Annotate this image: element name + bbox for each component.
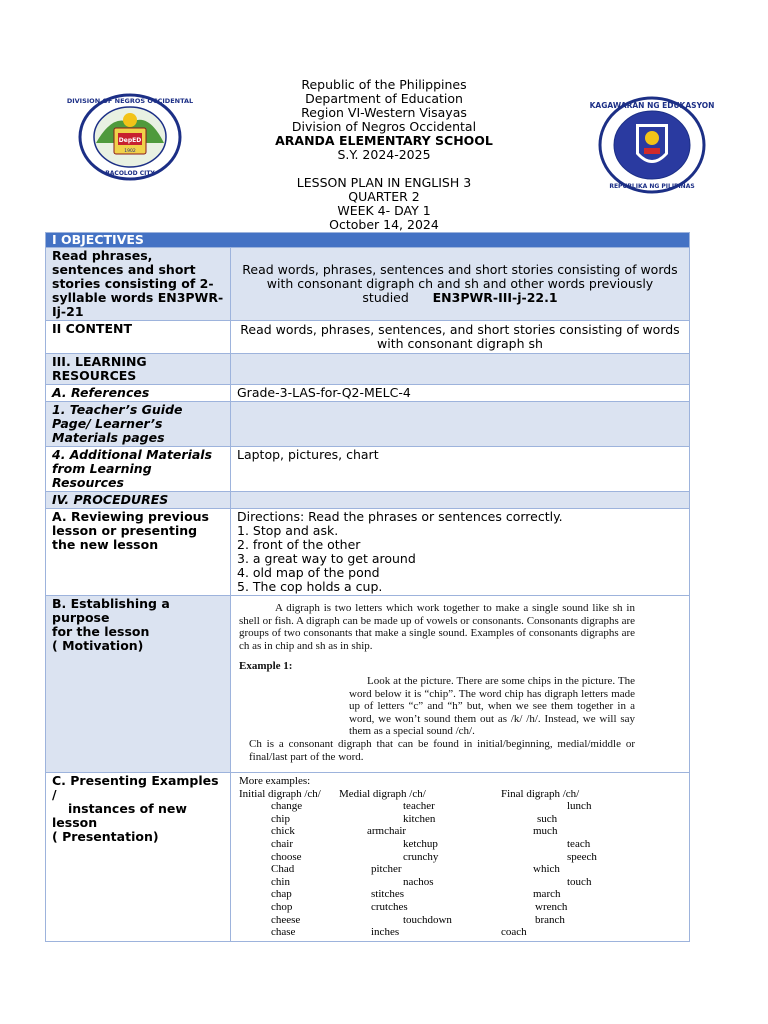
review-item: 2. front of the other xyxy=(237,537,361,552)
svg-text:1902: 1902 xyxy=(124,149,136,154)
initial-digraph-word: chair xyxy=(271,837,293,850)
final-digraph-word: which xyxy=(533,863,560,876)
header-line: Department of Education xyxy=(305,91,463,106)
quarter: QUARTER 2 xyxy=(348,189,420,204)
svg-text:KAGAWARAN NG EDUKASYON: KAGAWARAN NG EDUKASYON xyxy=(589,101,715,110)
final-digraph-word: much xyxy=(533,825,558,838)
school-name: ARANDA ELEMENTARY SCHOOL xyxy=(275,133,493,148)
header-line: Division of Negros Occidental xyxy=(291,119,477,134)
school-year: S.Y. 2024-2025 xyxy=(337,147,431,162)
final-digraph-word: branch xyxy=(535,913,565,926)
initial-digraph-word: chick xyxy=(271,825,295,838)
learning-resources-label: III. LEARNING RESOURCES xyxy=(46,354,231,385)
final-digraph-word: speech xyxy=(567,850,597,863)
initial-digraph-word: Chad xyxy=(271,863,295,876)
examples-row xyxy=(239,800,683,813)
examples-row xyxy=(239,901,683,914)
purpose-label-line: ( Motivation) xyxy=(52,638,144,653)
initial-digraph-word: chop xyxy=(271,900,293,913)
initial-digraph-word: chip xyxy=(271,812,290,825)
initial-digraph-word: chin xyxy=(271,875,290,888)
teachers-guide-row xyxy=(46,402,690,447)
medial-digraph-word: armchair xyxy=(367,825,407,838)
procedures-row xyxy=(46,492,690,509)
medial-digraph-word: pitcher xyxy=(371,863,402,876)
initial-header: Initial digraph /ch/ xyxy=(239,787,321,800)
examples-row xyxy=(239,914,683,927)
initial-digraph-word: cheese xyxy=(271,913,301,926)
purpose-label-line: for the lesson xyxy=(52,624,150,639)
medial-digraph-word: nachos xyxy=(403,875,434,888)
initial-digraph-word: change xyxy=(271,800,303,813)
digraph-paragraph: A digraph is two letters which work together to make a single sound like sh in shell or fish. A digraph can be made up of vowels or consonants. Consonants digraphs are groups of two consonants that make a single sound. Examples of consonants digraphs are ch as in chip and sh as in ship. xyxy=(239,602,635,652)
references-row xyxy=(46,385,690,402)
review-item: 1. Stop and ask. xyxy=(237,523,339,538)
medial-digraph-word: crutches xyxy=(371,900,408,913)
objectives-row xyxy=(46,248,690,321)
digraph-explanation xyxy=(231,596,690,773)
examples-cell xyxy=(231,773,690,942)
lesson-plan-title: LESSON PLAN IN ENGLISH 3 xyxy=(296,175,472,190)
additional-materials-label: 4. Additional Materials from Learning Resources xyxy=(46,447,231,492)
procedures-value xyxy=(231,492,690,509)
initial-digraph-word: chap xyxy=(271,888,292,901)
svg-text:REPUBLIKA NG PILIPINAS: REPUBLIKA NG PILIPINAS xyxy=(609,183,695,190)
medial-digraph-word: ketchup xyxy=(403,837,438,850)
examples-row xyxy=(239,876,683,889)
final-digraph-word: such xyxy=(537,812,558,825)
example-title: Example 1: xyxy=(239,660,293,673)
objectives-label: Read phrases, sentences and short stories consisting of 2-syllable words EN3PWR-Ij-21 xyxy=(46,248,231,321)
medial-digraph-word: kitchen xyxy=(403,812,436,825)
initial-digraph-word: chase xyxy=(271,926,296,939)
teachers-guide-label: 1. Teacher’s Guide Page/ Learner’s Materials pages xyxy=(46,402,231,447)
establishing-purpose-row xyxy=(46,596,690,773)
examples-row xyxy=(239,888,683,901)
digraph-examples-table xyxy=(239,775,683,939)
review-item: 5. The cop holds a cup. xyxy=(237,579,383,594)
presenting-label-line: C. Presenting Examples / xyxy=(52,773,219,802)
content-row xyxy=(46,321,690,354)
document-header xyxy=(0,78,768,232)
objectives-cell xyxy=(231,248,690,321)
initial-digraph-word: choose xyxy=(271,850,302,863)
objectives-code: EN3PWR-III-j-22.1 xyxy=(432,290,558,305)
reviewing-row xyxy=(46,509,690,596)
additional-materials-text: Laptop, pictures, chart xyxy=(231,447,690,492)
examples-row xyxy=(239,838,683,851)
medial-digraph-word: crunchy xyxy=(403,850,439,863)
final-digraph-word: march xyxy=(533,888,561,901)
medial-digraph-word: touchdown xyxy=(403,913,452,926)
learning-resources-row xyxy=(46,354,690,385)
reviewing-label: A. Reviewing previous lesson or presenting the new lesson xyxy=(46,509,231,596)
objectives-heading: I OBJECTIVES xyxy=(46,233,690,248)
examples-row xyxy=(239,926,683,939)
presenting-label-line: instances of new lesson xyxy=(52,801,187,830)
final-digraph-word: lunch xyxy=(567,800,592,813)
examples-title: More examples: xyxy=(239,775,311,787)
references-label: A. References xyxy=(46,385,231,402)
header-line: Region VI-Western Visayas xyxy=(301,105,467,120)
learning-resources-value xyxy=(231,354,690,385)
examples-row xyxy=(239,813,683,826)
reviewing-cell xyxy=(231,509,690,596)
examples-header-row xyxy=(239,788,683,801)
svg-text:DepED: DepED xyxy=(118,137,142,144)
week-day: WEEK 4- DAY 1 xyxy=(337,203,431,218)
examples-row xyxy=(239,851,683,864)
objectives-header-row xyxy=(46,233,690,248)
review-item: 4. old map of the pond xyxy=(237,565,380,580)
examples-row xyxy=(239,825,683,838)
svg-text:BACOLOD CITY: BACOLOD CITY xyxy=(105,170,155,177)
purpose-label-line: B. Establishing a purpose xyxy=(52,596,170,625)
references-text: Grade-3-LAS-for-Q2-MELC-4 xyxy=(231,385,690,402)
final-digraph-word: coach xyxy=(501,926,527,939)
final-digraph-word: wrench xyxy=(535,900,568,913)
content-label: II CONTENT xyxy=(46,321,231,354)
procedures-label: IV. PROCEDURES xyxy=(46,492,231,509)
presenting-label xyxy=(46,773,231,942)
presenting-examples-row xyxy=(46,773,690,942)
content-text: Read words, phrases, sentences, and short stories consisting of words with consonant digraph sh xyxy=(231,321,690,354)
svg-text:DIVISION OF NEGROS OCCIDENTAL: DIVISION OF NEGROS OCCIDENTAL xyxy=(66,97,194,105)
final-digraph-word: touch xyxy=(567,875,592,888)
objectives-text: Read words, phrases, sentences and short stories consisting of words with consonant digraph ch and sh and other words previously studied xyxy=(242,262,678,305)
final-digraph-word: teach xyxy=(567,837,591,850)
examples-row xyxy=(239,863,683,876)
establishing-purpose-label xyxy=(46,596,231,773)
review-directions: Directions: Read the phrases or sentences correctly. xyxy=(237,509,563,524)
digraph-paragraph: Look at the picture. There are some chips in the picture. The word below it is “chip”. The word chip has digraph letters made up of letters “c” and “h” but, when we see them together in a word, we won’t sound them out as /k/ /h/. Instead, we will say them as a special sound /ch/. xyxy=(349,674,635,738)
final-header: Final digraph /ch/ xyxy=(501,787,580,800)
medial-digraph-word: inches xyxy=(371,926,400,939)
teachers-guide-value xyxy=(231,402,690,447)
digraph-paragraph: Ch is a consonant digraph that can be found in initial/beginning, medial/middle or final/last part of the word. xyxy=(249,737,635,763)
medial-header: Medial digraph /ch/ xyxy=(339,787,426,800)
additional-materials-row xyxy=(46,447,690,492)
medial-digraph-word: teacher xyxy=(403,800,435,813)
lesson-date: October 14, 2024 xyxy=(329,217,439,232)
lesson-plan-table xyxy=(45,232,690,942)
presenting-label-line: ( Presentation) xyxy=(52,829,159,844)
review-item: 3. a great way to get around xyxy=(237,551,416,566)
medial-digraph-word: stitches xyxy=(371,888,404,901)
header-line: Republic of the Philippines xyxy=(301,77,467,92)
